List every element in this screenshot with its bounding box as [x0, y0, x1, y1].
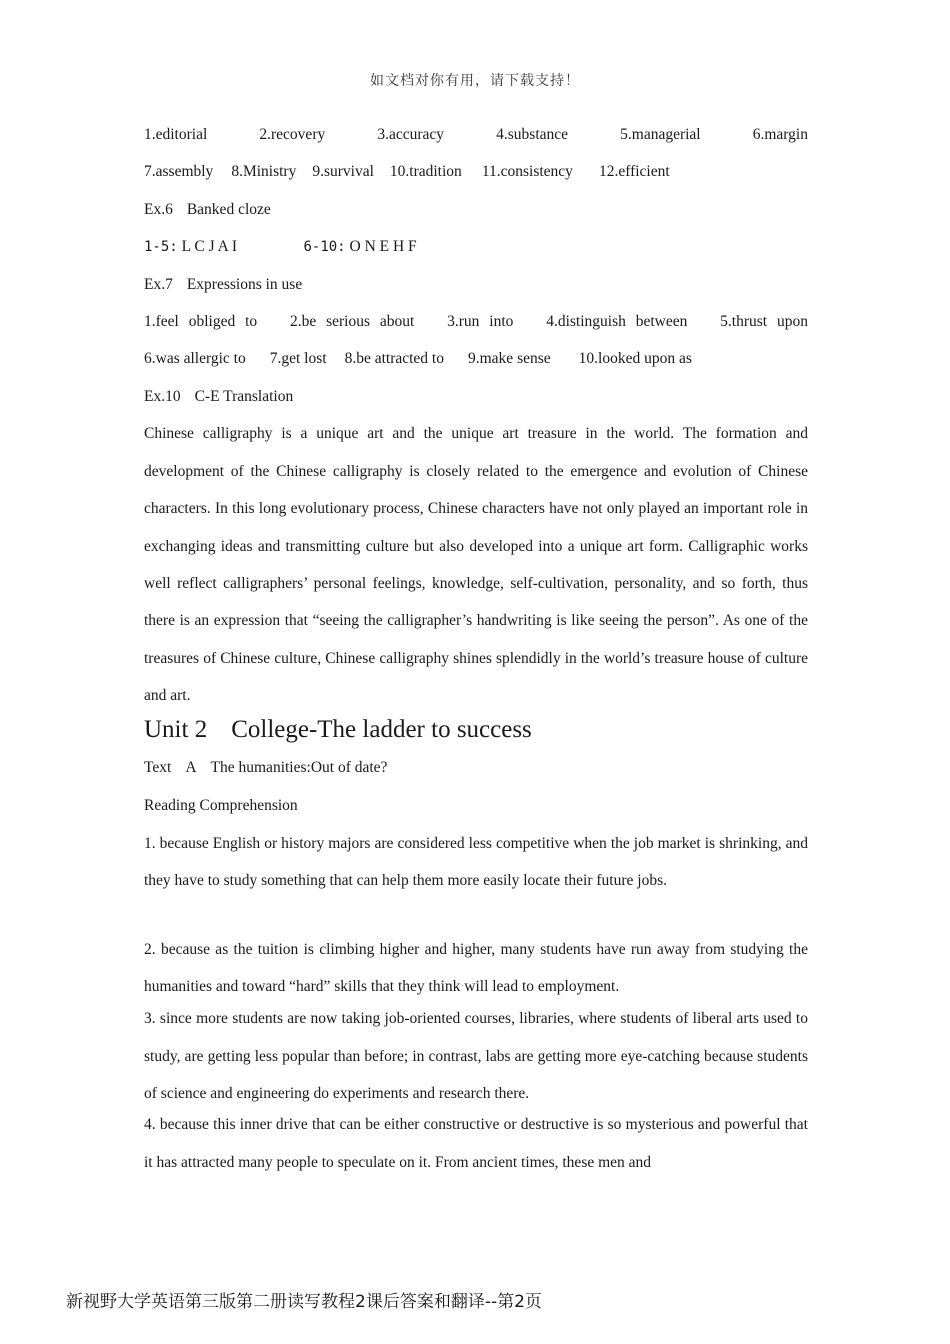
ex5-answers-row-1 — [144, 122, 808, 159]
range-label: 1-5: — [144, 239, 178, 256]
unit-number: Unit 2 — [144, 716, 208, 744]
answer-letters: L C J A I — [181, 238, 238, 256]
ex5-answers-row-2 — [144, 159, 808, 196]
download-note: 如文档对你有用，请下载支持！ — [370, 73, 580, 89]
text-title: The humanities:Out of date? — [210, 759, 388, 777]
exercise-label: Ex.7 — [144, 275, 173, 293]
answer-paragraph-2: 2. because as the tuition is climbing higher and higher, many students have run away from studying the humanities and toward “hard” skills that they think will lead to employment. — [144, 940, 808, 996]
answer-item: 7.get lost — [269, 350, 327, 368]
text-label: Text — [144, 759, 172, 777]
answer-item: 5.managerial — [620, 126, 701, 143]
range-label: 6-10: — [303, 239, 346, 256]
reading-comprehension-heading: Reading Comprehension — [144, 796, 298, 814]
page-footer: 新视野大学英语第三版第二册读写教程2课后答案和翻译--第2页 — [66, 1292, 542, 1312]
answer-item: 5.thrust upon — [720, 312, 808, 330]
answer-item: 8.be attracted to — [344, 350, 444, 368]
answer-item: 4.substance — [496, 126, 569, 143]
answer-item: 10.looked upon as — [578, 350, 692, 368]
answer-item: 3.run into — [447, 312, 514, 330]
answer-item: 4.distinguish between — [546, 312, 688, 330]
answer-item: 1.editorial — [144, 126, 208, 143]
ex6-answers — [144, 234, 808, 271]
answer-item: 9.make sense — [468, 350, 551, 368]
unit-title: College-The ladder to success — [231, 716, 532, 744]
answer-paragraph-3: 3. since more students are now taking job-oriented courses, libraries, where students of liberal arts used to study, are getting less popular than before; in contrast, labs are getting more eye-catching because students of science and engineering do experiments and research there. — [144, 1010, 808, 1102]
exercise-title: C-E Translation — [194, 387, 294, 405]
answer-item: 6.was allergic to — [144, 350, 246, 368]
answer-letters: O N E H F — [349, 238, 417, 256]
translation-paragraph: Chinese calligraphy is a unique art and the unique art treasure in the world. The formation and development of the Chinese calligraphy is closely related to the emergence and evolution of Chinese characters. In this long evolutionary process, Chinese characters have not only played an important role in exchanging ideas and transmitting culture but also developed into a unique art form. Calligraphic works well reflect calligraphers’ personal feelings, knowledge, self-cultivation, personality, and so forth, thus there is an expression that “seeing the calligrapher’s handwriting is like seeing the person”. As one of the treasures of Chinese culture, Chinese calligraphy shines splendidly in the world’s treasure house of culture and art. — [144, 425, 808, 705]
answer-item: 6.margin — [752, 126, 808, 143]
ex7-answers-row-2 — [144, 346, 808, 383]
answer-item: 11.consistency — [481, 163, 573, 181]
answer-item: 7.assembly — [144, 163, 214, 181]
exercise-label: Ex.6 — [144, 200, 173, 218]
answer-item: 12.efficient — [598, 163, 670, 181]
answer-item: 9.survival — [312, 163, 374, 181]
answer-item: 8.Ministry — [231, 163, 297, 181]
exercise-title: Expressions in use — [186, 275, 303, 293]
answer-item: 10.tradition — [389, 163, 462, 181]
text-letter: A — [185, 759, 197, 777]
answer-item: 2.be serious about — [289, 312, 415, 330]
ex7-heading — [144, 272, 808, 309]
answer-item: 3.accuracy — [377, 126, 445, 143]
exercise-label: Ex.10 — [144, 387, 181, 405]
text-a-heading — [144, 755, 808, 792]
answer-paragraph-4: 4. because this inner drive that can be either constructive or destructive is so mysterious and powerful that it has attracted many people to speculate on it. From ancient times, these men and — [144, 1116, 808, 1171]
ex6-heading — [144, 197, 808, 234]
unit-heading — [144, 710, 808, 750]
answer-item: 2.recovery — [259, 126, 326, 143]
content-body — [144, 122, 808, 1181]
ex7-answers-row-1 — [144, 309, 808, 346]
exercise-title: Banked cloze — [186, 200, 271, 218]
answer-paragraph-1: 1. because English or history majors are considered less competitive when the job market is shrinking, and they have to study something that can help them more easily locate their future jobs. — [144, 834, 808, 889]
answer-item: 1.feel obliged to — [144, 312, 258, 330]
